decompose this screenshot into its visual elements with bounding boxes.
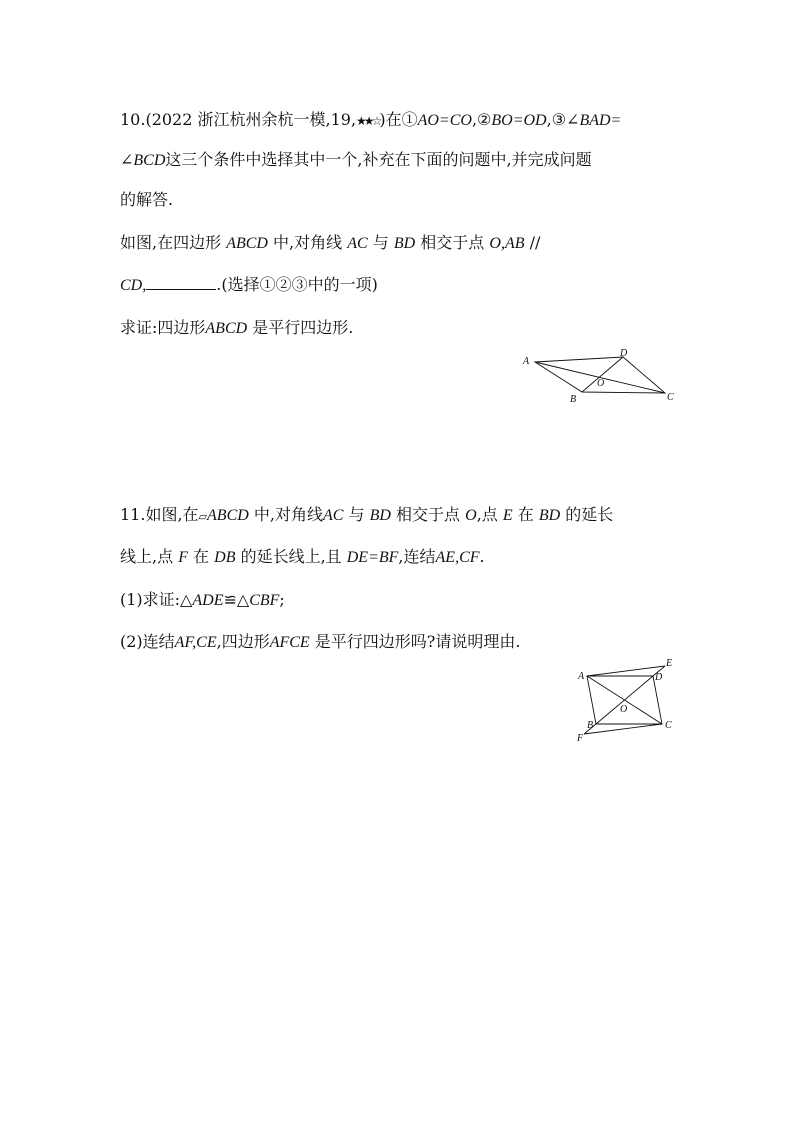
q10-parallelogram-figure: [515, 348, 685, 408]
label-A: A: [578, 671, 585, 682]
q10-line-3: 的解答.: [120, 190, 174, 209]
q10-number: 10.: [120, 110, 146, 129]
q10-line-5: CD, .(选择①②③中的一项): [120, 275, 378, 294]
answer-blank[interactable]: [146, 275, 216, 290]
q11-part-2: (2)连结AF,CE,四边形AFCE 是平行四边形吗?请说明理由.: [120, 632, 521, 651]
label-B: B: [587, 720, 594, 731]
q11-part-1: (1)求证:△ADE≌△CBF;: [120, 590, 285, 609]
q10-line-1: 10.(2022 浙江杭州余杭一模,19,★★☆)在①AO=CO,②BO=OD,③∠BAD=: [120, 110, 622, 129]
label-B: B: [570, 394, 577, 405]
star-difficulty-icon: ★★☆: [356, 114, 380, 128]
label-O: O: [620, 704, 628, 715]
label-O: O: [597, 378, 605, 389]
q11-parallelogram-figure: [570, 654, 685, 744]
label-E: E: [666, 658, 673, 669]
label-D: D: [655, 672, 663, 683]
q10-line-6: 求证:四边形ABCD 是平行四边形.: [120, 318, 354, 337]
q10-line-2: ∠BCD这三个条件中选择其中一个,补充在下面的问题中,并完成问题: [120, 150, 592, 169]
label-F: F: [577, 733, 584, 744]
q11-line-2: 线上,点 F 在 DB 的延长线上,且 DE=BF,连结AE,CF.: [120, 547, 485, 566]
q10-line-4: 如图,在四边形 ABCD 中,对角线 AC 与 BD 相交于点 O,AB //: [120, 233, 541, 252]
label-D: D: [620, 348, 628, 359]
q11-line-1: 11.如图,在▱ABCD 中,对角线AC 与 BD 相交于点 O,点 E 在 BD 的延长: [120, 505, 614, 524]
label-C: C: [665, 720, 672, 731]
condition-1: AO=CO: [417, 112, 472, 129]
label-C: C: [667, 392, 674, 403]
parallelogram-symbol: ▱: [198, 510, 208, 523]
label-A: A: [523, 356, 530, 367]
condition-3: BAD=: [579, 112, 622, 129]
condition-2: BO=OD: [491, 112, 547, 129]
q10-source: (2022 浙江杭州余杭一模,19,: [145, 110, 357, 129]
